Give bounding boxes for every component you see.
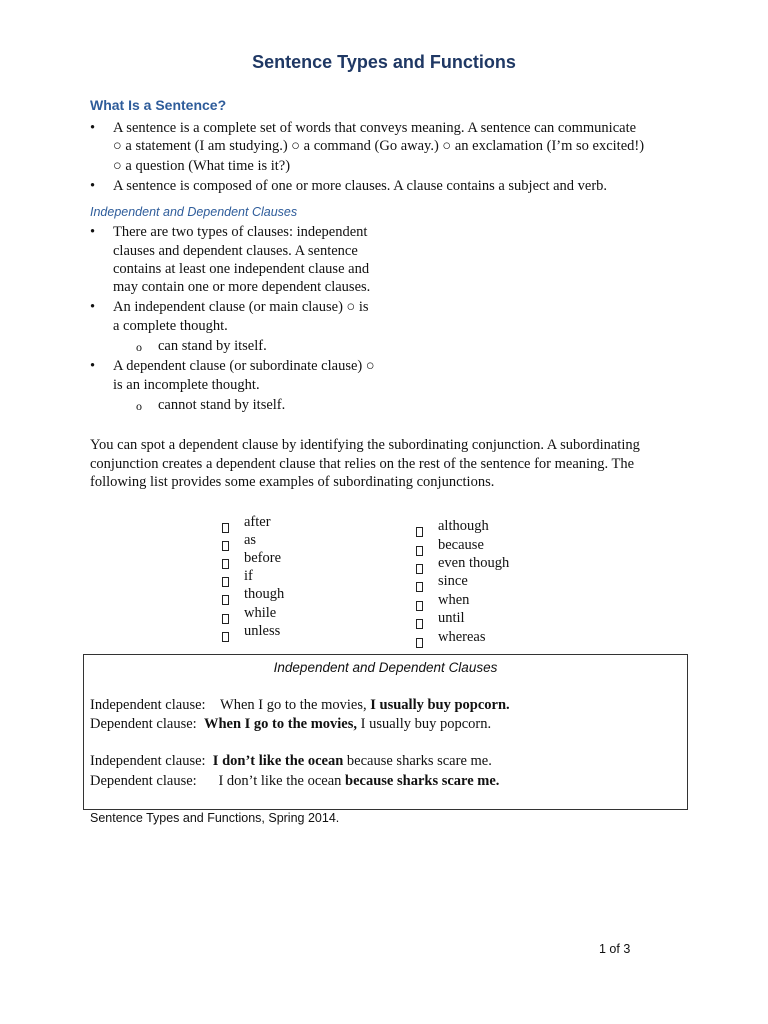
section-heading-clauses: Independent and Dependent Clauses (90, 205, 298, 219)
checkbox-glyph-icon (416, 634, 423, 652)
conjunction-item: since (438, 573, 468, 589)
page-number: 1 of 3 (599, 942, 631, 956)
section-heading-what-is-a-sentence: What Is a Sentence? (90, 97, 227, 113)
example-1-dependent (90, 715, 491, 734)
bullet-text-continued: ○ a statement (I am studying.) ○ a command (Go away.) ○ an exclamation (I’m so excited!) (113, 138, 645, 154)
bullet-point: • (90, 299, 96, 315)
sub-bullet-text: cannot stand by itself. (158, 397, 286, 413)
checkbox-glyph-icon (222, 573, 229, 591)
conjunction-item: unless (244, 623, 281, 639)
paragraph-line: following list provides some examples of subordinating conjunctions. (90, 474, 495, 490)
sub-bullet-marker: o (136, 399, 142, 413)
page-title: Sentence Types and Functions (252, 52, 516, 72)
bullet-point: • (90, 120, 96, 136)
checkbox-glyph-icon (416, 542, 423, 560)
checkbox-glyph-icon (222, 610, 229, 628)
bullet-text: A sentence is composed of one or more clauses. A clause contains a subject and verb. (113, 178, 608, 194)
conjunction-item: until (438, 610, 465, 626)
bullet-point: • (90, 178, 96, 194)
conjunction-item: after (244, 514, 271, 530)
bullet-text-continued: a complete thought. (113, 318, 228, 334)
checkbox-glyph-icon (222, 537, 229, 555)
clause-bold-text: I usually buy popcorn. (370, 697, 510, 713)
clause-plain-text: I usually buy popcorn. (360, 716, 492, 732)
bullet-text-continued: contains at least one independent clause and (113, 261, 370, 277)
checkbox-glyph-icon (222, 519, 229, 537)
conjunction-item: whereas (438, 629, 486, 645)
checkbox-glyph-icon (222, 628, 229, 646)
conjunction-item: although (438, 518, 489, 534)
checkbox-glyph-icon (416, 578, 423, 596)
conjunction-item: even though (438, 555, 510, 571)
conjunction-item: though (244, 586, 285, 602)
checkbox-glyph-icon (222, 555, 229, 573)
example-box-title: Independent and Dependent Clauses (273, 660, 498, 675)
conjunction-item: before (244, 550, 282, 566)
checkbox-glyph-icon (416, 523, 423, 541)
bullet-text: An independent clause (or main clause) ○ is (113, 299, 369, 315)
bullet-text-continued: clauses and dependent clauses. A sentence (113, 243, 358, 259)
paragraph-line: conjunction creates a dependent clause that relies on the rest of the sentence for meaning. The (90, 456, 635, 472)
bullet-point: • (90, 358, 96, 374)
example-2-independent (90, 752, 492, 771)
clause-label: Dependent clause: (90, 773, 197, 789)
checkbox-glyph-icon (416, 615, 423, 633)
bullet-text-continued: is an incomplete thought. (113, 377, 260, 393)
clause-label: Dependent clause: (90, 716, 197, 732)
bullet-text: A dependent clause (or subordinate clause) ○ (113, 358, 375, 374)
caption: Sentence Types and Functions, Spring 2014. (90, 811, 340, 825)
checkbox-glyph-icon (416, 560, 423, 578)
clause-bold-text: When I go to the movies, (203, 716, 358, 732)
clause-plain-text: When I go to the movies, (220, 697, 367, 713)
example-1-independent (90, 696, 510, 715)
example-2-dependent (90, 772, 499, 791)
bullet-text: There are two types of clauses: independent (113, 224, 368, 240)
sub-bullet-text: can stand by itself. (158, 338, 267, 354)
bullet-text-continued: ○ a question (What time is it?) (113, 158, 291, 174)
checkbox-glyph-icon (416, 597, 423, 615)
bullet-text: A sentence is a complete set of words that conveys meaning. A sentence can communicate (113, 120, 637, 136)
conjunction-item: as (244, 532, 257, 548)
bullet-point: • (90, 224, 96, 240)
conjunction-item: if (244, 568, 253, 584)
conjunction-item: while (244, 605, 277, 621)
clause-plain-text: because sharks scare me. (346, 753, 492, 769)
clause-label: Independent clause: (90, 753, 206, 769)
clause-label: Independent clause: (90, 697, 206, 713)
bullet-text-continued: may contain one or more dependent clauses. (113, 279, 371, 295)
conjunction-item: when (438, 592, 470, 608)
conjunction-item: because (438, 537, 484, 553)
clause-bold-text: I don’t like the ocean (212, 753, 344, 769)
sub-bullet-marker: o (136, 340, 142, 354)
checkbox-glyph-icon (222, 591, 229, 609)
paragraph-line: You can spot a dependent clause by identifying the subordinating conjunction. A subordinating (90, 437, 640, 453)
clause-bold-text: because sharks scare me. (345, 773, 500, 789)
clause-plain-text: I don’t like the ocean (218, 773, 342, 789)
